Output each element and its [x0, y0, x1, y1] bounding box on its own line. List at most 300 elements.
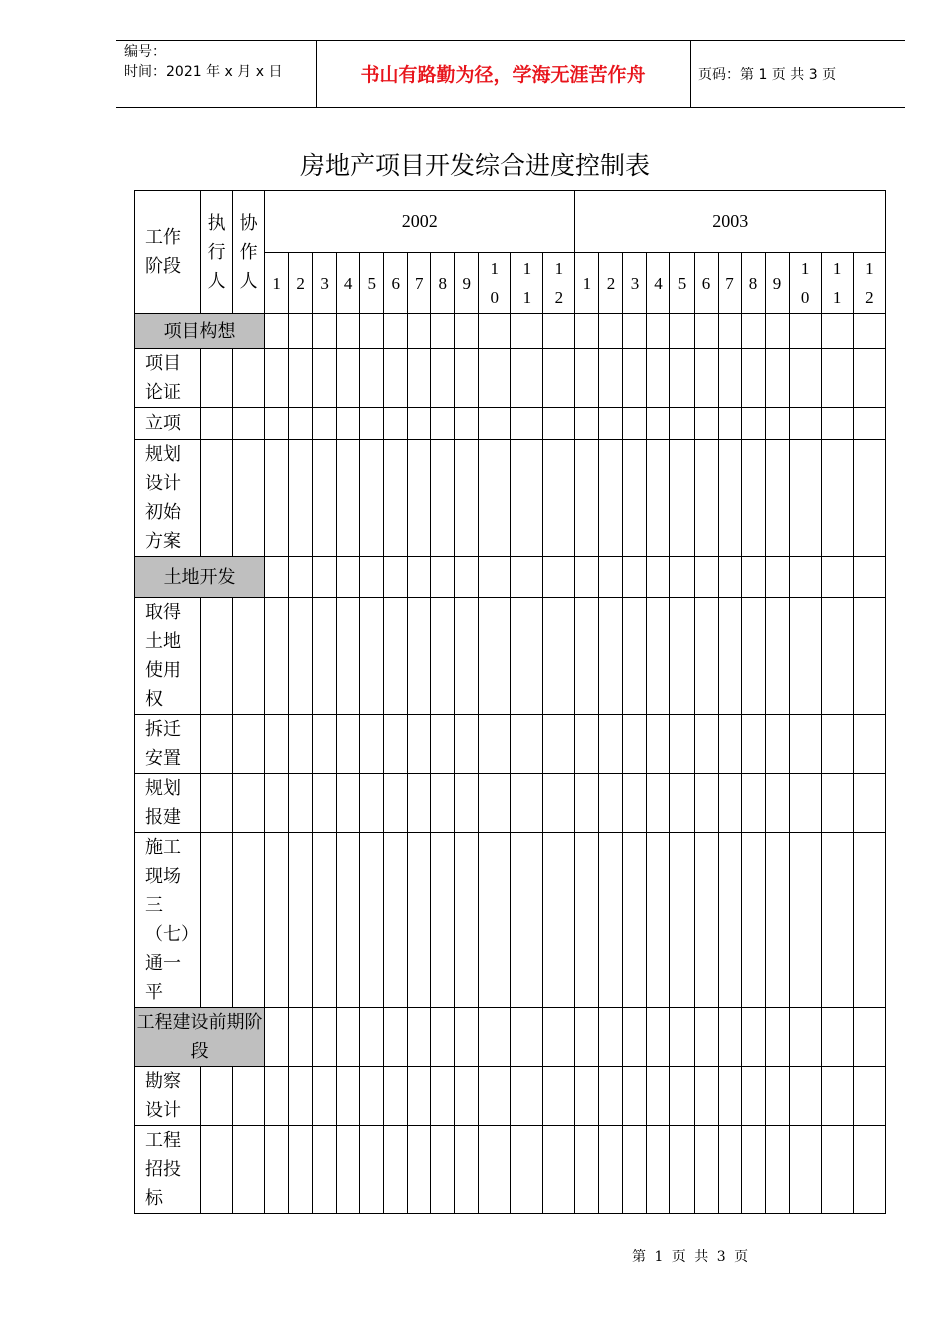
schedule-cell[interactable] [360, 314, 384, 349]
schedule-cell[interactable] [511, 314, 543, 349]
schedule-cell[interactable] [647, 349, 670, 408]
schedule-cell[interactable] [360, 833, 384, 1008]
schedule-cell[interactable] [431, 598, 455, 715]
schedule-cell[interactable] [647, 598, 670, 715]
schedule-cell[interactable] [821, 598, 853, 715]
schedule-cell[interactable] [718, 1126, 741, 1214]
schedule-cell[interactable] [431, 774, 455, 833]
schedule-cell[interactable] [384, 1067, 408, 1126]
schedule-cell[interactable] [789, 774, 821, 833]
assist-cell[interactable] [233, 408, 265, 440]
schedule-cell[interactable] [670, 1067, 694, 1126]
schedule-cell[interactable] [313, 1067, 337, 1126]
schedule-cell[interactable] [765, 440, 789, 557]
schedule-cell[interactable] [821, 715, 853, 774]
schedule-cell[interactable] [623, 314, 647, 349]
schedule-cell[interactable] [511, 715, 543, 774]
schedule-cell[interactable] [599, 408, 623, 440]
schedule-cell[interactable] [821, 774, 853, 833]
schedule-cell[interactable] [670, 408, 694, 440]
executor-cell[interactable] [201, 1067, 233, 1126]
schedule-cell[interactable] [821, 408, 853, 440]
schedule-cell[interactable] [575, 1008, 599, 1067]
schedule-cell[interactable] [853, 314, 885, 349]
schedule-cell[interactable] [599, 314, 623, 349]
schedule-cell[interactable] [821, 1126, 853, 1214]
schedule-cell[interactable] [360, 774, 384, 833]
schedule-cell[interactable] [455, 440, 479, 557]
schedule-cell[interactable] [337, 1126, 360, 1214]
schedule-cell[interactable] [647, 440, 670, 557]
schedule-cell[interactable] [543, 557, 575, 598]
schedule-cell[interactable] [360, 557, 384, 598]
schedule-cell[interactable] [479, 440, 511, 557]
schedule-cell[interactable] [543, 833, 575, 1008]
schedule-cell[interactable] [360, 598, 384, 715]
schedule-cell[interactable] [789, 440, 821, 557]
schedule-cell[interactable] [408, 349, 431, 408]
schedule-cell[interactable] [543, 314, 575, 349]
schedule-cell[interactable] [431, 1126, 455, 1214]
schedule-cell[interactable] [289, 1126, 313, 1214]
schedule-cell[interactable] [765, 314, 789, 349]
schedule-cell[interactable] [575, 774, 599, 833]
schedule-cell[interactable] [741, 408, 765, 440]
schedule-cell[interactable] [511, 408, 543, 440]
schedule-cell[interactable] [431, 557, 455, 598]
schedule-cell[interactable] [623, 1067, 647, 1126]
schedule-cell[interactable] [765, 833, 789, 1008]
schedule-cell[interactable] [431, 833, 455, 1008]
schedule-cell[interactable] [647, 715, 670, 774]
schedule-cell[interactable] [384, 314, 408, 349]
schedule-cell[interactable] [337, 557, 360, 598]
executor-cell[interactable] [201, 774, 233, 833]
schedule-cell[interactable] [360, 1067, 384, 1126]
schedule-cell[interactable] [694, 1067, 718, 1126]
schedule-cell[interactable] [694, 349, 718, 408]
schedule-cell[interactable] [289, 349, 313, 408]
schedule-cell[interactable] [599, 598, 623, 715]
schedule-cell[interactable] [455, 715, 479, 774]
schedule-cell[interactable] [337, 349, 360, 408]
schedule-cell[interactable] [265, 715, 289, 774]
schedule-cell[interactable] [337, 440, 360, 557]
schedule-cell[interactable] [455, 1008, 479, 1067]
schedule-cell[interactable] [511, 598, 543, 715]
assist-cell[interactable] [233, 833, 265, 1008]
schedule-cell[interactable] [741, 314, 765, 349]
schedule-cell[interactable] [313, 314, 337, 349]
schedule-cell[interactable] [289, 833, 313, 1008]
schedule-cell[interactable] [821, 833, 853, 1008]
schedule-cell[interactable] [543, 715, 575, 774]
schedule-cell[interactable] [455, 349, 479, 408]
schedule-cell[interactable] [670, 314, 694, 349]
executor-cell[interactable] [201, 598, 233, 715]
schedule-cell[interactable] [337, 715, 360, 774]
schedule-cell[interactable] [360, 715, 384, 774]
schedule-cell[interactable] [670, 349, 694, 408]
schedule-cell[interactable] [575, 557, 599, 598]
schedule-cell[interactable] [431, 440, 455, 557]
schedule-cell[interactable] [694, 440, 718, 557]
schedule-cell[interactable] [741, 349, 765, 408]
schedule-cell[interactable] [337, 598, 360, 715]
schedule-cell[interactable] [479, 1008, 511, 1067]
schedule-cell[interactable] [853, 408, 885, 440]
schedule-cell[interactable] [408, 440, 431, 557]
assist-cell[interactable] [233, 440, 265, 557]
schedule-cell[interactable] [431, 314, 455, 349]
schedule-cell[interactable] [694, 774, 718, 833]
schedule-cell[interactable] [408, 774, 431, 833]
schedule-cell[interactable] [289, 408, 313, 440]
schedule-cell[interactable] [543, 349, 575, 408]
schedule-cell[interactable] [670, 557, 694, 598]
schedule-cell[interactable] [408, 314, 431, 349]
schedule-cell[interactable] [455, 408, 479, 440]
schedule-cell[interactable] [694, 408, 718, 440]
schedule-cell[interactable] [718, 314, 741, 349]
schedule-cell[interactable] [360, 1126, 384, 1214]
schedule-cell[interactable] [575, 1126, 599, 1214]
schedule-cell[interactable] [479, 833, 511, 1008]
schedule-cell[interactable] [741, 557, 765, 598]
schedule-cell[interactable] [479, 774, 511, 833]
schedule-cell[interactable] [623, 440, 647, 557]
schedule-cell[interactable] [575, 833, 599, 1008]
schedule-cell[interactable] [313, 774, 337, 833]
schedule-cell[interactable] [789, 557, 821, 598]
schedule-cell[interactable] [623, 1008, 647, 1067]
schedule-cell[interactable] [670, 1126, 694, 1214]
schedule-cell[interactable] [543, 408, 575, 440]
schedule-cell[interactable] [765, 1067, 789, 1126]
schedule-cell[interactable] [408, 833, 431, 1008]
schedule-cell[interactable] [384, 557, 408, 598]
schedule-cell[interactable] [384, 598, 408, 715]
schedule-cell[interactable] [575, 598, 599, 715]
schedule-cell[interactable] [741, 833, 765, 1008]
assist-cell[interactable] [233, 349, 265, 408]
schedule-cell[interactable] [408, 1067, 431, 1126]
schedule-cell[interactable] [789, 1126, 821, 1214]
schedule-cell[interactable] [479, 349, 511, 408]
schedule-cell[interactable] [765, 774, 789, 833]
schedule-cell[interactable] [599, 715, 623, 774]
schedule-cell[interactable] [289, 1067, 313, 1126]
schedule-cell[interactable] [670, 715, 694, 774]
schedule-cell[interactable] [575, 314, 599, 349]
schedule-cell[interactable] [384, 440, 408, 557]
executor-cell[interactable] [201, 833, 233, 1008]
schedule-cell[interactable] [623, 408, 647, 440]
schedule-cell[interactable] [511, 774, 543, 833]
schedule-cell[interactable] [670, 774, 694, 833]
schedule-cell[interactable] [718, 1008, 741, 1067]
schedule-cell[interactable] [853, 774, 885, 833]
schedule-cell[interactable] [543, 1008, 575, 1067]
schedule-cell[interactable] [479, 715, 511, 774]
schedule-cell[interactable] [313, 715, 337, 774]
schedule-cell[interactable] [479, 557, 511, 598]
schedule-cell[interactable] [741, 774, 765, 833]
schedule-cell[interactable] [670, 440, 694, 557]
schedule-cell[interactable] [670, 598, 694, 715]
schedule-cell[interactable] [765, 349, 789, 408]
schedule-cell[interactable] [289, 774, 313, 833]
schedule-cell[interactable] [313, 557, 337, 598]
schedule-cell[interactable] [360, 440, 384, 557]
schedule-cell[interactable] [455, 314, 479, 349]
schedule-cell[interactable] [511, 1126, 543, 1214]
schedule-cell[interactable] [455, 1067, 479, 1126]
schedule-cell[interactable] [511, 349, 543, 408]
schedule-cell[interactable] [599, 833, 623, 1008]
schedule-cell[interactable] [337, 408, 360, 440]
schedule-cell[interactable] [265, 408, 289, 440]
schedule-cell[interactable] [313, 408, 337, 440]
schedule-cell[interactable] [718, 833, 741, 1008]
schedule-cell[interactable] [670, 833, 694, 1008]
schedule-cell[interactable] [670, 1008, 694, 1067]
schedule-cell[interactable] [575, 1067, 599, 1126]
schedule-cell[interactable] [718, 349, 741, 408]
schedule-cell[interactable] [694, 1126, 718, 1214]
schedule-cell[interactable] [718, 408, 741, 440]
schedule-cell[interactable] [408, 1126, 431, 1214]
schedule-cell[interactable] [265, 314, 289, 349]
schedule-cell[interactable] [511, 440, 543, 557]
schedule-cell[interactable] [821, 557, 853, 598]
schedule-cell[interactable] [408, 715, 431, 774]
schedule-cell[interactable] [647, 314, 670, 349]
schedule-cell[interactable] [853, 440, 885, 557]
schedule-cell[interactable] [741, 598, 765, 715]
schedule-cell[interactable] [337, 1008, 360, 1067]
schedule-cell[interactable] [623, 715, 647, 774]
schedule-cell[interactable] [765, 1008, 789, 1067]
executor-cell[interactable] [201, 715, 233, 774]
schedule-cell[interactable] [313, 1126, 337, 1214]
schedule-cell[interactable] [765, 715, 789, 774]
schedule-cell[interactable] [431, 715, 455, 774]
schedule-cell[interactable] [821, 314, 853, 349]
executor-cell[interactable] [201, 349, 233, 408]
schedule-cell[interactable] [431, 1008, 455, 1067]
schedule-cell[interactable] [853, 598, 885, 715]
schedule-cell[interactable] [289, 440, 313, 557]
schedule-cell[interactable] [265, 1067, 289, 1126]
schedule-cell[interactable] [599, 1008, 623, 1067]
schedule-cell[interactable] [599, 440, 623, 557]
executor-cell[interactable] [201, 440, 233, 557]
schedule-cell[interactable] [289, 557, 313, 598]
schedule-cell[interactable] [408, 598, 431, 715]
schedule-cell[interactable] [853, 349, 885, 408]
schedule-cell[interactable] [543, 440, 575, 557]
schedule-cell[interactable] [741, 440, 765, 557]
schedule-cell[interactable] [853, 557, 885, 598]
assist-cell[interactable] [233, 1067, 265, 1126]
schedule-cell[interactable] [479, 1067, 511, 1126]
schedule-cell[interactable] [623, 598, 647, 715]
schedule-cell[interactable] [337, 314, 360, 349]
schedule-cell[interactable] [718, 1067, 741, 1126]
schedule-cell[interactable] [265, 440, 289, 557]
schedule-cell[interactable] [511, 557, 543, 598]
schedule-cell[interactable] [647, 1126, 670, 1214]
schedule-cell[interactable] [599, 1126, 623, 1214]
schedule-cell[interactable] [384, 833, 408, 1008]
schedule-cell[interactable] [408, 557, 431, 598]
schedule-cell[interactable] [265, 833, 289, 1008]
schedule-cell[interactable] [384, 408, 408, 440]
schedule-cell[interactable] [694, 314, 718, 349]
schedule-cell[interactable] [360, 1008, 384, 1067]
schedule-cell[interactable] [789, 314, 821, 349]
assist-cell[interactable] [233, 715, 265, 774]
schedule-cell[interactable] [289, 598, 313, 715]
schedule-cell[interactable] [647, 1067, 670, 1126]
schedule-cell[interactable] [853, 1126, 885, 1214]
schedule-cell[interactable] [384, 349, 408, 408]
schedule-cell[interactable] [765, 557, 789, 598]
schedule-cell[interactable] [599, 774, 623, 833]
schedule-cell[interactable] [313, 349, 337, 408]
schedule-cell[interactable] [479, 314, 511, 349]
schedule-cell[interactable] [313, 1008, 337, 1067]
schedule-cell[interactable] [789, 1008, 821, 1067]
schedule-cell[interactable] [543, 598, 575, 715]
schedule-cell[interactable] [694, 1008, 718, 1067]
schedule-cell[interactable] [575, 349, 599, 408]
schedule-cell[interactable] [543, 774, 575, 833]
schedule-cell[interactable] [265, 1126, 289, 1214]
schedule-cell[interactable] [479, 598, 511, 715]
schedule-cell[interactable] [313, 598, 337, 715]
schedule-cell[interactable] [455, 598, 479, 715]
schedule-cell[interactable] [694, 833, 718, 1008]
schedule-cell[interactable] [821, 349, 853, 408]
schedule-cell[interactable] [265, 774, 289, 833]
schedule-cell[interactable] [623, 833, 647, 1008]
schedule-cell[interactable] [313, 440, 337, 557]
schedule-cell[interactable] [575, 408, 599, 440]
schedule-cell[interactable] [741, 1067, 765, 1126]
schedule-cell[interactable] [789, 1067, 821, 1126]
schedule-cell[interactable] [821, 440, 853, 557]
schedule-cell[interactable] [384, 774, 408, 833]
schedule-cell[interactable] [789, 349, 821, 408]
assist-cell[interactable] [233, 774, 265, 833]
schedule-cell[interactable] [384, 1008, 408, 1067]
schedule-cell[interactable] [718, 774, 741, 833]
schedule-cell[interactable] [718, 557, 741, 598]
schedule-cell[interactable] [384, 1126, 408, 1214]
schedule-cell[interactable] [511, 833, 543, 1008]
schedule-cell[interactable] [543, 1067, 575, 1126]
schedule-cell[interactable] [455, 557, 479, 598]
schedule-cell[interactable] [647, 1008, 670, 1067]
schedule-cell[interactable] [511, 1067, 543, 1126]
schedule-cell[interactable] [265, 1008, 289, 1067]
schedule-cell[interactable] [599, 1067, 623, 1126]
schedule-cell[interactable] [455, 774, 479, 833]
executor-cell[interactable] [201, 408, 233, 440]
schedule-cell[interactable] [853, 833, 885, 1008]
schedule-cell[interactable] [694, 598, 718, 715]
schedule-cell[interactable] [853, 715, 885, 774]
schedule-cell[interactable] [623, 557, 647, 598]
schedule-cell[interactable] [718, 598, 741, 715]
schedule-cell[interactable] [599, 557, 623, 598]
schedule-cell[interactable] [455, 1126, 479, 1214]
schedule-cell[interactable] [431, 1067, 455, 1126]
schedule-cell[interactable] [289, 715, 313, 774]
schedule-cell[interactable] [408, 408, 431, 440]
schedule-cell[interactable] [789, 598, 821, 715]
schedule-cell[interactable] [455, 833, 479, 1008]
schedule-cell[interactable] [623, 774, 647, 833]
schedule-cell[interactable] [360, 408, 384, 440]
schedule-cell[interactable] [694, 715, 718, 774]
schedule-cell[interactable] [647, 408, 670, 440]
schedule-cell[interactable] [337, 1067, 360, 1126]
schedule-cell[interactable] [337, 833, 360, 1008]
schedule-cell[interactable] [623, 1126, 647, 1214]
schedule-cell[interactable] [360, 349, 384, 408]
schedule-cell[interactable] [821, 1008, 853, 1067]
assist-cell[interactable] [233, 598, 265, 715]
schedule-cell[interactable] [789, 408, 821, 440]
schedule-cell[interactable] [741, 1126, 765, 1214]
schedule-cell[interactable] [853, 1008, 885, 1067]
schedule-cell[interactable] [575, 715, 599, 774]
schedule-cell[interactable] [694, 557, 718, 598]
schedule-cell[interactable] [647, 557, 670, 598]
schedule-cell[interactable] [408, 1008, 431, 1067]
executor-cell[interactable] [201, 1126, 233, 1214]
schedule-cell[interactable] [741, 1008, 765, 1067]
schedule-cell[interactable] [765, 598, 789, 715]
schedule-cell[interactable] [265, 557, 289, 598]
schedule-cell[interactable] [853, 1067, 885, 1126]
schedule-cell[interactable] [479, 1126, 511, 1214]
schedule-cell[interactable] [289, 1008, 313, 1067]
schedule-cell[interactable] [265, 349, 289, 408]
schedule-cell[interactable] [718, 440, 741, 557]
schedule-cell[interactable] [789, 715, 821, 774]
schedule-cell[interactable] [337, 774, 360, 833]
schedule-cell[interactable] [511, 1008, 543, 1067]
schedule-cell[interactable] [623, 349, 647, 408]
schedule-cell[interactable] [647, 833, 670, 1008]
schedule-cell[interactable] [765, 408, 789, 440]
schedule-cell[interactable] [289, 314, 313, 349]
schedule-cell[interactable] [718, 715, 741, 774]
schedule-cell[interactable] [789, 833, 821, 1008]
assist-cell[interactable] [233, 1126, 265, 1214]
schedule-cell[interactable] [599, 349, 623, 408]
schedule-cell[interactable] [543, 1126, 575, 1214]
schedule-cell[interactable] [265, 598, 289, 715]
schedule-cell[interactable] [313, 833, 337, 1008]
schedule-cell[interactable] [647, 774, 670, 833]
schedule-cell[interactable] [741, 715, 765, 774]
schedule-cell[interactable] [765, 1126, 789, 1214]
